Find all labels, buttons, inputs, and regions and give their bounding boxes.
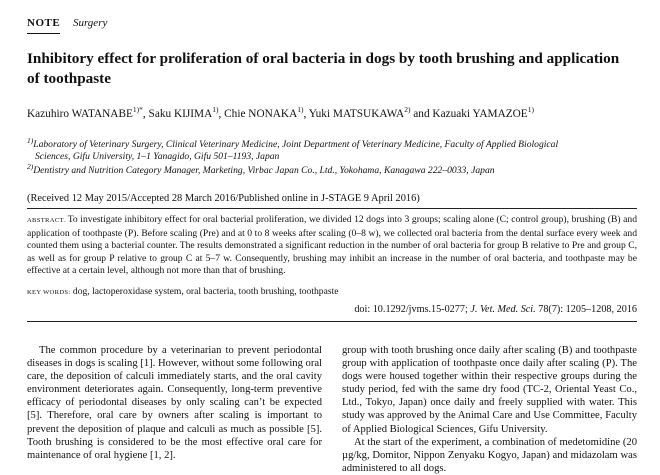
- received-dates: (Received 12 May 2015/Accepted 28 March 2016/Published online in J-STAGE 9 April 2016): [27, 193, 420, 204]
- author-affiliation-mark: 1): [212, 105, 219, 115]
- body-paragraph: group with tooth brushing once daily after scaling (B) and toothpaste group with application of toothpaste once daily after scaling (P). The dogs were housed together within their respective groups during the study period, fed with the same dry food (TC-2, Oriental Yeast Co., Ltd., Tokyo, Japan) once daily and freely supplied with water. This study was approved by the Animal Care and Use Committee, Faculty of Applied Biological Sciences, Gifu University.: [342, 345, 637, 435]
- author-affiliation-mark: 1): [297, 105, 304, 115]
- article-category: Surgery: [72, 17, 108, 29]
- keywords-label: KEY WORDS:: [27, 289, 71, 296]
- body-paragraph: The common procedure by a veterinarian to prevent periodontal diseases in dogs is scaling [1]. However, without some following oral care, the deposition of calculi immediately starts, and the oral cavity environment deteriorates again. Consequently, long-term preventive efficacy of periodontal diseases by only scaling can’t be expected [5]. Therefore, oral care by owners after scaling is important to prevent the deposition of plaque and calculi as much as possible [5]. Tooth brushing is considered to be the most effective oral care for maintenance of oral hygiene [1, 2].: [27, 345, 322, 461]
- abstract: [27, 214, 637, 278]
- author-list: Kazuhiro $WATANABE^{1)*}$, Saku KIJIMA$^{1)}$, Chie NONAKA$^{1)}$, Yuki MATSUKAWA$^{2)}$ and Kazuaki YAMAZOE$^{1)}$: [27, 105, 534, 120]
- author-affiliation-mark: 1)*: [132, 105, 143, 115]
- journal-name: J. Vet. Med. Sci.: [470, 304, 536, 315]
- author-affiliation-mark: 1): [527, 105, 534, 115]
- abstract-bottom-rule: [27, 321, 637, 322]
- article-type-label: NOTE: [27, 17, 61, 29]
- abstract-label: ABSTRACT.: [27, 217, 66, 224]
- author-conjunction: and: [413, 108, 430, 120]
- doi-text: doi: 10.1292/jvms.15-0277;: [354, 304, 471, 315]
- body-paragraph: At the start of the experiment, a combination of medetomidine (20 µg/kg, Domitor, Nippon Zenyaku Kogyo, Japan) and midazolam was administered to all dogs.: [342, 436, 637, 474]
- affiliation-1: [27, 135, 627, 162]
- author-name: Kazuhiro WATANABE: [27, 108, 133, 120]
- author-name: Saku KIJIMA: [148, 108, 213, 120]
- article-type-header: [27, 17, 107, 29]
- author-name: Kazuaki YAMAZOE: [432, 108, 528, 120]
- volume-pages: 78(7): 1205–1208, 2016: [535, 304, 637, 315]
- abstract-text: To investigate inhibitory effect for oral bacterial proliferation, we divided 12 dogs into 3 groups; scaling alone (C; control group), brushing (B) and application of toothpaste (P). Before scaling (Pre) and at 0 to 8 weeks after scaling (0–8 w), we collected oral bacteria from the dental surface every week and counted them using a bacterial counter. The results demonstrated a significant reduction in the number of oral bacteria for group B relative to Pre and group C, as well as for group P relative to group C at 5–7 w. Consequently, brushing may inhibit an increase in the number of oral bacteria, and toothpaste may be effective at a certain level, although not more than that of brushing.: [27, 214, 637, 277]
- header-underline: [27, 33, 60, 34]
- body-column-left: [27, 344, 322, 462]
- abstract-top-rule: [27, 208, 637, 209]
- keywords: [27, 286, 339, 297]
- author-name: Chie NONAKA: [224, 108, 298, 120]
- affiliation-mark: 2): [27, 161, 34, 171]
- affiliation-2: [27, 161, 627, 177]
- citation-line: [330, 304, 637, 315]
- keywords-text: dog, lactoperoxidase system, oral bacteria, tooth brushing, toothpaste: [72, 286, 339, 297]
- affiliation-line: Laboratory of Veterinary Surgery, Clinical Veterinary Medicine, Joint Department of Veterinary Medicine, Faculty of Applied Biological: [33, 139, 559, 150]
- affiliation-line: Sciences, Gifu University, 1–1 Yanagido, Gifu 501–1193, Japan: [35, 150, 280, 162]
- body-column-right: [342, 344, 637, 475]
- author-affiliation-mark: 2): [404, 105, 411, 115]
- author-name: Yuki MATSUKAWA: [308, 108, 405, 120]
- article-title: Inhibitory effect for proliferation of oral bacteria in dogs by tooth brushing and application of toothpaste: [27, 50, 620, 87]
- affiliation-mark: 1): [27, 135, 34, 145]
- affiliation-line: Dentistry and Nutrition Category Manager, Marketing, Virbac Japan Co., Ltd., Yokohama, Kanagawa 222–0033, Japan: [33, 165, 495, 176]
